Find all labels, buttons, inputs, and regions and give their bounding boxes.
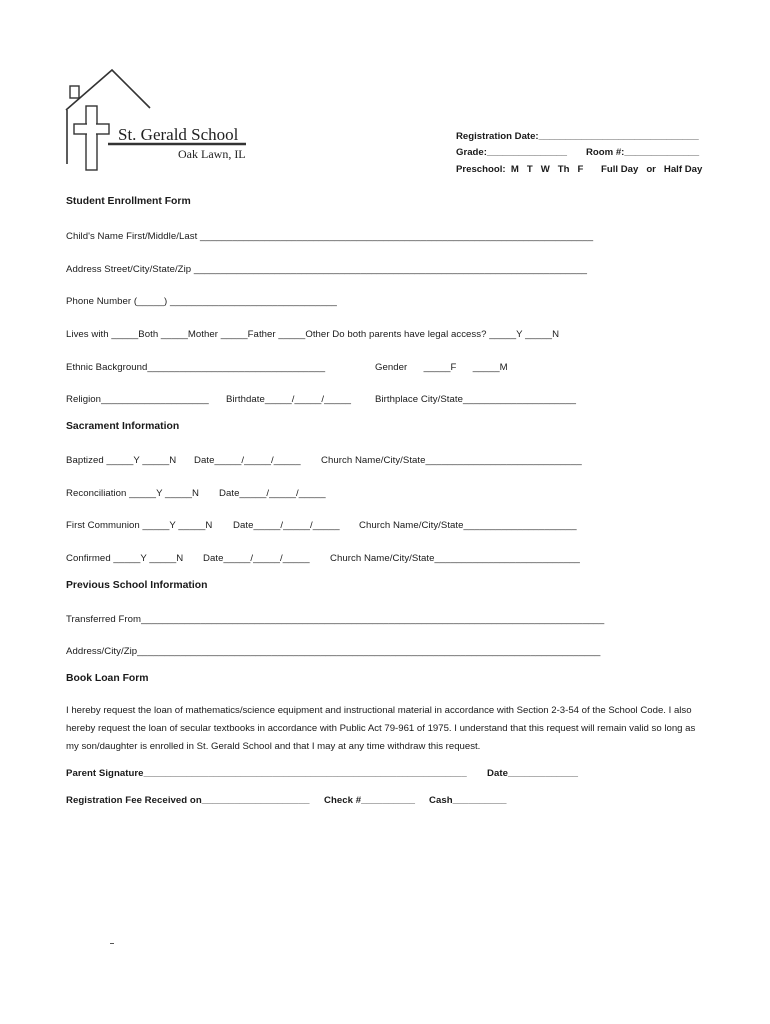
birthplace-field: Birthplace City/State_____________________ xyxy=(375,394,577,405)
birthdate-field: Birthdate_____/_____/_____ xyxy=(226,394,352,405)
previous-school-title: Previous School Information xyxy=(66,580,208,591)
communion-church-field: Church Name/City/State_____________________ xyxy=(359,520,577,531)
confirmed-church-field: Church Name/City/State___________________________ xyxy=(330,553,580,564)
registration-fee-field: Registration Fee Received on____________________ xyxy=(66,795,310,806)
grade: Grade:_______________ xyxy=(456,147,567,158)
logo-school-name: St. Gerald School xyxy=(118,125,239,144)
phone-field: Phone Number (_____) _______________________________ xyxy=(66,296,337,307)
full-or-half-day: Full Day or Half Day xyxy=(601,164,703,175)
school-logo xyxy=(60,66,260,176)
book-loan-title: Book Loan Form xyxy=(66,673,149,684)
signature-date-field: Date_____________ xyxy=(487,768,579,779)
parent-signature-field: Parent Signature____________________________________________________________ xyxy=(66,768,467,779)
lives-with-field: Lives with _____Both _____Mother _____Father _____Other Do both parents have legal access? _____Y _____N xyxy=(66,329,560,340)
reconciliation-field: Reconciliation _____Y _____N xyxy=(66,488,199,499)
book-loan-paragraph: I hereby request the loan of mathematics/science equipment and instructional material in accordance with Section 2-3-54 of the School Code. I also hereby request the loan of secular textbooks in accordance with Public Act 79-961 of 1975. I understand that this request will remain valid so long as my son/daughter is enrolled in St. Gerald School and that I may at any time withdraw this request. xyxy=(66,705,696,752)
ethnic-background-field: Ethnic Background_________________________________ xyxy=(66,362,326,373)
gender-field: Gender _____F _____M xyxy=(375,362,508,373)
confirmed-field: Confirmed _____Y _____N xyxy=(66,553,184,564)
preschool-days: Preschool: M T W Th F xyxy=(456,164,584,175)
cash-field: Cash__________ xyxy=(429,795,507,806)
sacrament-title: Sacrament Information xyxy=(66,421,180,432)
baptized-date-field: Date_____/_____/_____ xyxy=(194,455,301,466)
room-number: Room #:______________ xyxy=(586,147,700,158)
communion-field: First Communion _____Y _____N xyxy=(66,520,213,531)
check-number-field: Check #__________ xyxy=(324,795,416,806)
stray-mark xyxy=(110,943,114,944)
address-field: Address Street/City/State/Zip _________________________________________________________________________ xyxy=(66,264,588,275)
baptized-field: Baptized _____Y _____N xyxy=(66,455,177,466)
logo-chimney xyxy=(70,86,79,98)
reconciliation-date-field: Date_____/_____/_____ xyxy=(219,488,326,499)
registration-date: Registration Date:______________________________ xyxy=(456,131,699,142)
confirmed-date-field: Date_____/_____/_____ xyxy=(203,553,310,564)
enrollment-title: Student Enrollment Form xyxy=(66,196,191,207)
baptized-church-field: Church Name/City/State_____________________________ xyxy=(321,455,582,466)
religion-field: Religion____________________ xyxy=(66,394,209,405)
transferred-from-field: Transferred From______________________________________________________________________________________ xyxy=(66,614,605,625)
communion-date-field: Date_____/_____/_____ xyxy=(233,520,340,531)
logo-location: Oak Lawn, IL xyxy=(178,147,246,161)
previous-address-field: Address/City/Zip______________________________________________________________________________________ xyxy=(66,646,601,657)
child-name-field: Child's Name First/Middle/Last _________________________________________________________________________ xyxy=(66,231,594,242)
